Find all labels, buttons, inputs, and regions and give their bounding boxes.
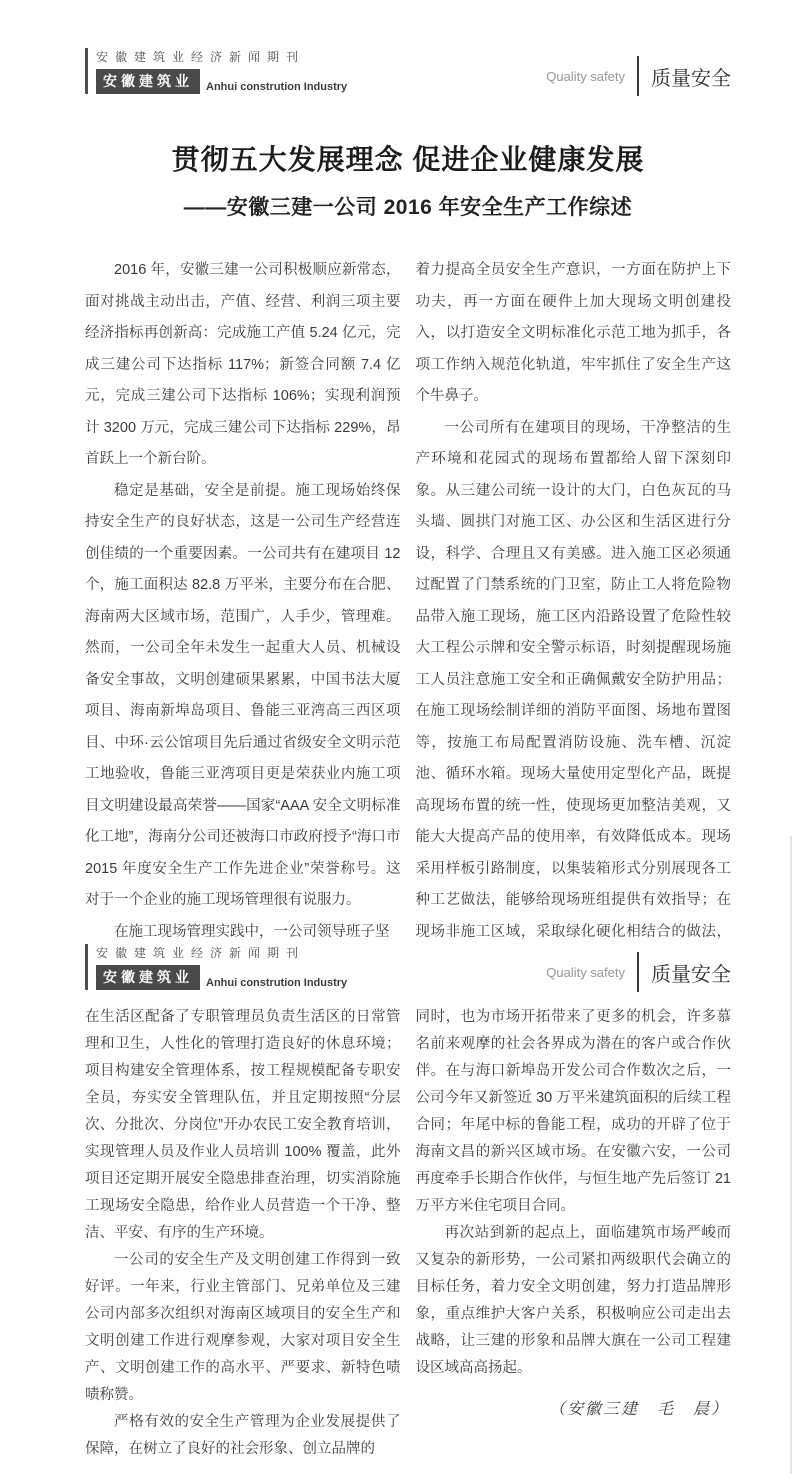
paragraph: 一公司的安全生产及文明创建工作得到一致好评。一年来，行业主管部门、兄弟单位及三建公司内部多次组织对海南区域项目的安全生产和文明创建工作进行观摩参观，大家对项目安全生产、文明创建工作的高水平、严要求、新特色啧啧称赞。 <box>85 1252 401 1403</box>
section-label-en: Quality safety <box>546 68 625 84</box>
page2-body <box>85 1004 731 1463</box>
journal-logo-row <box>96 965 347 990</box>
journal-masthead <box>85 48 347 94</box>
journal-logo-row <box>96 69 347 94</box>
section-divider-line <box>637 56 639 96</box>
journal-header-page2 <box>85 944 731 996</box>
section-divider-line <box>637 952 639 992</box>
page1-left-column <box>85 255 401 945</box>
page2-right-column <box>416 1004 732 1463</box>
section-header <box>546 56 731 96</box>
journal-logo-subtitle: Anhui constrution Industry <box>206 977 348 989</box>
paragraph: 2016 年，安徽三建一公司积极顺应新常态，面对挑战主动出击，产值、经营、利润三项主要经济指标再创新高：完成施工产值 5.24 亿元，完成三建公司下达指标 117%；新签合同额 7.4 亿元，完成三建公司下达指标 106%；实现利润预计 3200 万元，完成三建公司下达指标 229%，昂首跃上一个新台阶。 <box>85 262 401 467</box>
paragraph: 同时，也为市场开拓带来了更多的机会，许多慕名前来观摩的社会各界成为潜在的客户或合作伙伴。在与海口新埠岛开发公司合作数次之后，一公司今年又新签近 30 万平米建筑面积的后续工程合同；年尾中标的鲁能工程，成功的开辟了位于海南文昌的新兴区域市场。在安徽六安，一公司再度牵手长期合作伙伴，与恒生地产先后签订 21 万平方米住宅项目合同。 <box>415 1009 731 1214</box>
paragraph: 严格有效的安全生产管理为企业发展提供了保障，在树立了良好的社会形象、创立品牌的 <box>85 1414 401 1457</box>
journal-masthead <box>85 944 347 990</box>
paragraph: 一公司所有在建项目的现场，干净整洁的生产环境和花园式的现场布置都给人留下深刻印象。从三建公司统一设计的大门，白色灰瓦的马头墙、圆拱门对施工区、办公区和生活区进行分设，科学、合理且又有美感。进入施工区必须通过配置了门禁系统的门卫室，防止工人将危险物品带入施工现场，施工区内沿路设置了危险性较大工程公示牌和安全警示标语，时刻提醒现场施工人员注意施工安全和正确佩戴安全防护用品；在施工现场绘制详细的消防平面图、场地布置图等，按施工布局配置消防设施、洗车槽、沉淀池、循环水箱。现场大量使用定型化产品，既提高现场布置的统一性，使现场更加整洁美观，又能大大提高产品的使用率，有效降低成本。现场采用样板引路制度，以集装箱形式分别展现各工种工艺做法，能够给现场班组提供有效指导；在现场非施工区域，采取绿化硬化相结合的做法， <box>415 419 731 940</box>
journal-logo-subtitle: Anhui constrution Industry <box>206 81 348 93</box>
paragraph: 稳定是基础，安全是前提。施工现场始终保持安全生产的良好状态，这是一公司生产经营连创佳绩的一个重要因素。一公司共有在建项目 12 个，施工面积达 82.8 万平米，主要分布在合肥、海南两大区域市场，范围广，人手少，管理难。然而，一公司全年未发生一起重大人员、机械设备安全事故，文明创建硕果累累，中国书法大厦项目、海南新埠岛项目、鲁能三亚湾高三西区项目、中环·云公馆项目先后通过省级安全文明示范工地验收，鲁能三亚湾项目更是荣获业内施工项目文明建设最高荣誉——国家“AAA 安全文明标准化工地”，海南分公司还被海口市政府授予“海口市 2015 年度安全生产工作先进企业”荣誉称号。这对于一个企业的施工现场管理很有说服力。 <box>85 482 401 908</box>
page1-right-column <box>416 255 732 945</box>
page2-left-column <box>85 1004 401 1463</box>
section-label-cn: 质量安全 <box>651 963 731 986</box>
section-label-cn: 质量安全 <box>651 67 731 90</box>
page2-right-paragraphs <box>416 1004 732 1382</box>
section-header <box>546 952 731 992</box>
journal-name: 安徽建筑业经济新闻期刊 <box>96 50 306 64</box>
paragraph: 在生活区配备了专职管理员负责生活区的日常管理和卫生，人性化的管理打造良好的休息环境；项目构建安全管理体系，按工程规模配备专职安全员，夯实安全管理队伍，并且定期按照“分层次、分批次、分岗位”开办农民工安全教育培训，实现管理人员及作业人员培训 100% 覆盖，此外项目还定期开展安全隐患排查治理，切实消除施工现场安全隐患，给作业人员营造一个干净、整洁、平安、有序的生产环境。 <box>85 1009 401 1241</box>
journal-name: 安徽建筑业经济新闻期刊 <box>96 946 306 960</box>
section-label-en: Quality safety <box>546 964 625 980</box>
scan-edge-line <box>790 836 792 1474</box>
page1-body <box>85 255 731 945</box>
paragraph: 着力提高全员安全生产意识，一方面在防护上下功夫，再一方面在硬件上加大现场文明创建投入，以打造安全文明标准化示范工地为抓手，各项工作纳入规范化轨道，牢牢抓住了安全生产这个牛鼻子。 <box>415 262 731 404</box>
journal-logo: 安徽建筑业 <box>96 965 200 990</box>
journal-logo: 安徽建筑业 <box>96 69 200 94</box>
paragraph: 在施工现场管理实践中，一公司领导班子坚 <box>114 923 390 940</box>
article-subtitle: ——安徽三建一公司 2016 年安全生产工作综述 <box>183 196 633 219</box>
journal-header-page1 <box>85 48 731 100</box>
article-title: 贯彻五大发展理念 促进企业健康发展 <box>171 144 645 175</box>
paragraph: 再次站到新的起点上，面临建筑市场严峻而又复杂的新形势，一公司紧扣两级职代会确立的目标任务，着力安全文明创建，努力打造品牌形象，重点维护大客户关系，积极响应公司走出去战略，让三建的形象和品牌大旗在一公司工程建设区域高高扬起。 <box>415 1225 731 1376</box>
article-byline: （安徽三建 毛 晨） <box>548 1401 729 1418</box>
